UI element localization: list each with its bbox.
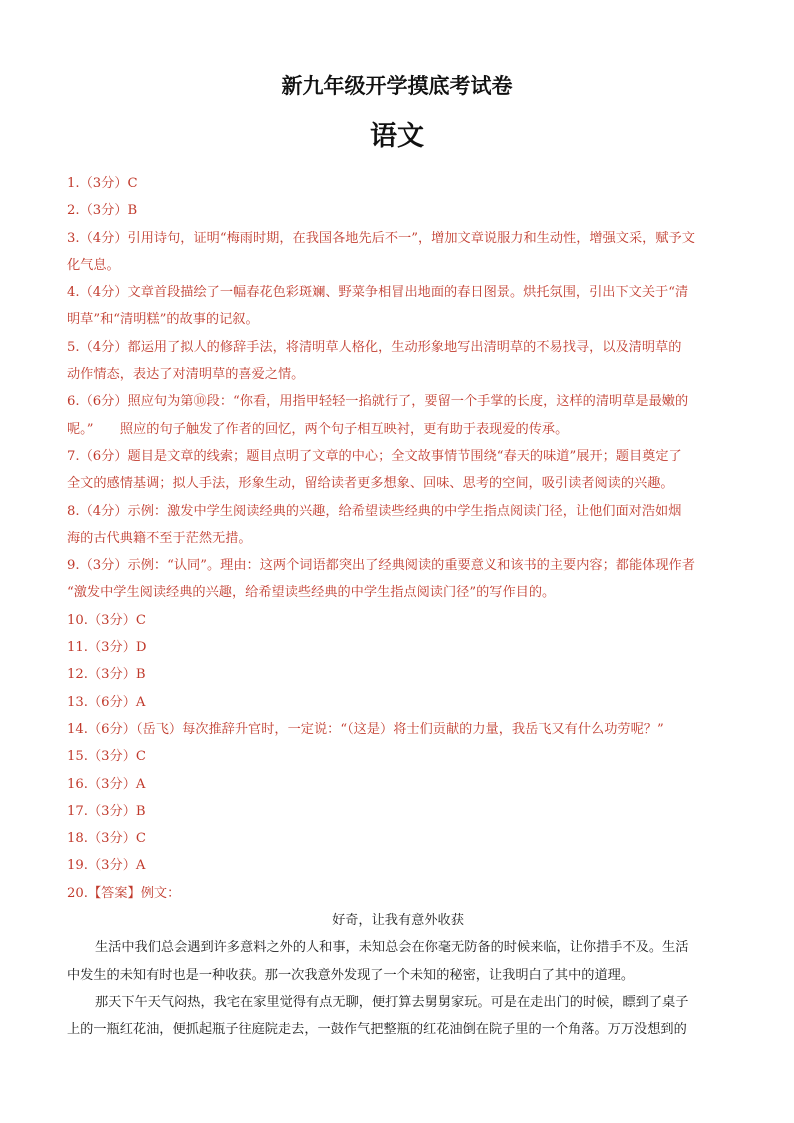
answer-line-16: 16.（3分）A xyxy=(67,776,146,792)
answer-line-5-cont: 动作情态，表达了对清明草的喜爱之情。 xyxy=(67,367,305,383)
subject-title: 语文 xyxy=(370,121,424,152)
essay-paragraph-1-line-2: 中发生的未知有时也是一种收获。那一次我意外发现了一个未知的秘密，让我明白了其中的道理。 xyxy=(67,967,635,983)
answer-line-13: 13.（6分）A xyxy=(67,694,146,710)
answer-line-14: 14.（6分）（岳飞）每次推辞升官时，一定说：“（这是）将士们贡献的力量，我岳飞又有什么功劳呢？” xyxy=(67,721,664,737)
answer-line-18: 18.（3分）C xyxy=(67,831,147,847)
answer-line-6-cont: 呢。” 照应的句子触发了作者的回忆，两个句子相互映衬，更有助于表现爱的传承。 xyxy=(67,421,569,437)
answer-line-7: 7.（6分）题目是文章的线索；题目点明了文章的中心；全文故事情节围绕“春天的味道”展开；题目奠定了 xyxy=(67,448,682,464)
answer-line-8: 8.（4分）示例：激发中学生阅读经典的兴趣，给希望读些经典的中学生指点阅读门径，让他们面对浩如烟 xyxy=(67,503,682,519)
answer-line-8-cont: 海的古代典籍不至于茫然无措。 xyxy=(67,530,252,546)
answer-line-15: 15.（3分）C xyxy=(67,749,147,765)
essay-paragraph-1-line-1: 生活中我们总会遇到许多意料之外的人和事，未知总会在你毫无防备的时候来临，让你措手不及。生活 xyxy=(95,940,689,956)
answer-line-7-cont: 全文的感情基调；拟人手法，形象生动，留给读者更多想象、回味、思考的空间，吸引读者阅读的兴趣。 xyxy=(67,476,674,492)
answer-line-3-cont: 化气息。 xyxy=(67,257,120,273)
essay-title: 好奇，让我有意外收获 xyxy=(332,913,464,929)
answer-list xyxy=(67,170,729,1044)
essay-paragraph-2-line-1: 那天下午天气闷热，我宅在家里觉得有点无聊，便打算去舅舅家玩。可是在走出门的时候，瞟到了桌子 xyxy=(95,994,689,1010)
answer-line-20 xyxy=(67,880,729,907)
essay-paragraph-2-line-2: 上的一瓶红花油，便抓起瓶子往庭院走去，一鼓作气把整瓶的红花油倒在院子里的一个角落。万万没想到的 xyxy=(67,1022,687,1038)
answer-line-12: 12.（3分）B xyxy=(67,667,146,683)
answer-line-2: 2.（3分）B xyxy=(67,203,138,219)
q20-number: 20. xyxy=(67,885,88,901)
answer-line-5: 5.（4分）都运用了拟人的修辞手法，将清明草人格化，生动形象地写出清明草的不易找寻，以及清明草的 xyxy=(67,339,682,355)
answer-line-9-cont: “激发中学生阅读经典的兴趣，给希望读些经典的中学生指点阅读门径”的写作目的。 xyxy=(67,585,556,601)
answer-line-4-cont: 明草”和“清明糕”的故事的记叙。 xyxy=(67,312,259,328)
answer-line-17: 17.（3分）B xyxy=(67,803,146,819)
q20-answer-tag: 【答案】 xyxy=(87,885,141,901)
answer-line-10: 10.（3分）C xyxy=(67,612,147,628)
q20-example-label: 例文： xyxy=(140,885,181,901)
answer-line-9: 9.（3分）示例：“认同”。理由：这两个词语都突出了经典阅读的重要意义和该书的主要内容；都能体现作者 xyxy=(67,558,695,574)
answer-line-19: 19.（3分）A xyxy=(67,858,146,874)
exam-title: 新九年级开学摸底考试卷 xyxy=(281,74,513,98)
answer-line-6: 6.（6分）照应句为第⑩段：“你看，用指甲轻轻一掐就行了，要留一个手掌的长度，这样的清明草是最嫩的 xyxy=(67,394,689,410)
answer-line-3: 3.（4分）引用诗句，证明“梅雨时期，在我国各地先后不一”，增加文章说服力和生动性，增强文采，赋予文 xyxy=(67,230,695,246)
answer-line-11: 11.（3分）D xyxy=(67,640,147,656)
answer-line-1: 1.（3分）C xyxy=(67,176,138,191)
answer-line-4: 4.（4分）文章首段描绘了一幅春花色彩斑斓、野菜争相冒出地面的春日图景。烘托氛围，引出下文关于“清 xyxy=(67,285,689,301)
